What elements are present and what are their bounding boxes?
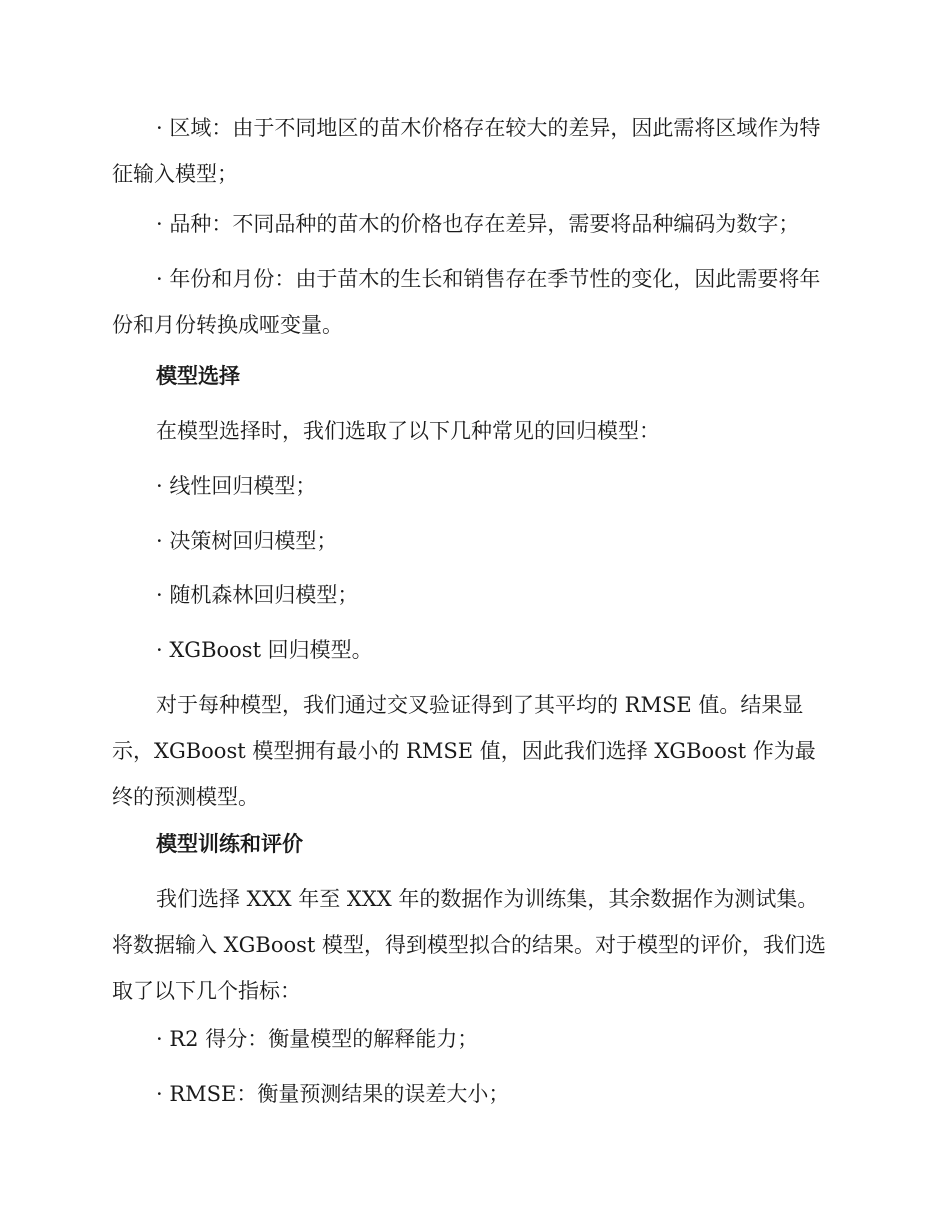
metric-r2: · R2 得分：衡量模型的解释能力； bbox=[156, 1027, 479, 1051]
list-item-random-forest: · 随机森林回归模型； bbox=[156, 583, 359, 607]
list-item-decision-tree: · 决策树回归模型； bbox=[156, 529, 338, 553]
training-text: 我们选择 XXX 年至 XXX 年的数据作为训练集，其余数据作为测试集。将数据输入 XGBoost 模型，得到模型拟合的结果。对于模型的评价，我们选取了以下几个指标： bbox=[112, 887, 827, 1003]
heading-training: 模型训练和评价 bbox=[156, 832, 303, 856]
list-item-xgboost: · XGBoost 回归模型。 bbox=[156, 638, 373, 662]
model-selection-intro: 在模型选择时，我们选取了以下几种常见的回归模型： bbox=[156, 419, 660, 443]
model-selection-result: 对于每种模型，我们通过交叉验证得到了其平均的 RMSE 值。结果显示，XGBoost 模型拥有最小的 RMSE 值，因此我们选择 XGBoost 作为最终的预测模型。 bbox=[112, 693, 816, 809]
list-item-linear: · 线性回归模型； bbox=[156, 474, 317, 498]
heading-model-selection: 模型选择 bbox=[156, 364, 240, 388]
metric-rmse: · RMSE：衡量预测结果的误差大小； bbox=[156, 1082, 510, 1106]
bullet-year-month: · 年份和月份：由于苗木的生长和销售存在季节性的变化，因此需要将年份和月份转换成哑变量。 bbox=[112, 267, 821, 337]
bullet-variety: · 品种：不同品种的苗木的价格也存在差异，需要将品种编码为数字； bbox=[156, 212, 800, 236]
bullet-region: · 区域：由于不同地区的苗木价格存在较大的差异，因此需将区域作为特征输入模型； bbox=[112, 116, 821, 186]
